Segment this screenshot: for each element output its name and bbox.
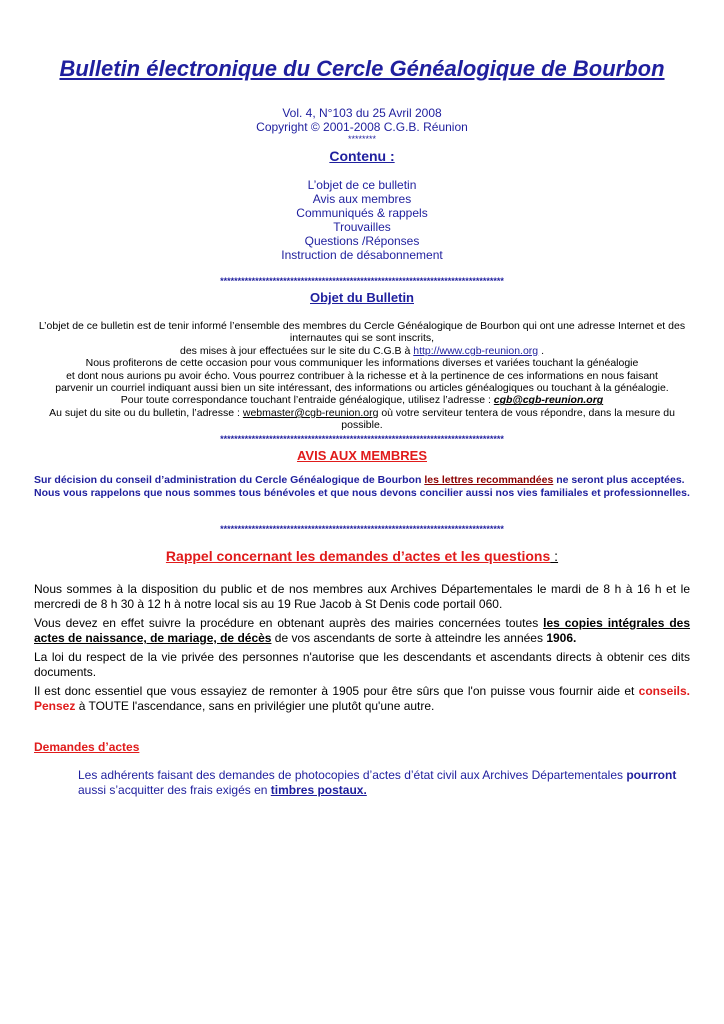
objet-line: Pour toute correspondance touchant l’entraide généalogique, utilisez l’adresse : cgb@cgb-reunion.org — [120, 394, 604, 407]
avis-paragraph — [34, 474, 690, 499]
contents-heading: Contenu : — [329, 148, 395, 164]
avis-line: Nous vous rappelons que nous sommes tous bénévoles et que nous devons concilier aussi nos vies familiales et professionnelles. — [34, 486, 690, 499]
issue-meta — [0, 106, 724, 144]
objet-line: et dont nous aurions pu avoir écho. Vous pourrez contribuer à la richesse et à la pertinence de ces informations en nous faisant — [66, 369, 658, 382]
demandes-heading: Demandes d’actes — [34, 740, 140, 754]
objet-line: parvenir un courriel indiquant aussi bien un site intéressant, des informations ou articles généalogiques ou touchant à la généalogie. — [55, 382, 669, 395]
demandes-paragraph: Les adhérents faisant des demandes de photocopies d’actes d’état civil aux Archives Départementales pourront aussi s’acquitter des frais exigés en timbres postaux. — [78, 768, 677, 797]
rappel-paragraph-3: La loi du respect de la vie privée des personnes n'autorise que les descendants et ascendants directs à obtenir ces dits documents. — [34, 650, 690, 679]
toc-item[interactable]: Communiqués & rappels — [296, 206, 428, 220]
avis-heading: AVIS AUX MEMBRES — [296, 448, 427, 463]
toc-item[interactable]: Avis aux membres — [312, 192, 412, 206]
issue-volume: Vol. 4, N°103 du 25 Avril 2008 — [282, 106, 442, 120]
section-separator: ********************************************************************************* — [220, 434, 504, 444]
objet-line: Au sujet du site ou du bulletin, l’adresse : webmaster@cgb-reunion.org où votre serviteur tentera de vous répondre, dans la mesure du possible. — [49, 406, 675, 432]
rappel-paragraph-4: Il est donc essentiel que vous essayiez de remonter à 1905 pour être sûrs que l'on puisse vous fournir aide et conseils. Pensez à TOUTE l'ascendance, sans en privilégier une plutôt qu'une autre. — [34, 684, 690, 713]
section-separator: ********************************************************************************* — [220, 524, 504, 534]
bulletin-title: Bulletin électronique du Cercle Généalogique de Bourbon — [59, 56, 665, 81]
registered-letters-link[interactable]: les lettres recommandées — [424, 474, 554, 486]
objet-line: Nous profiterons de cette occasion pour vous communiquer les informations diverses et variées touchant la généalogie — [85, 357, 639, 370]
section-separator: ********************************************************************************* — [220, 276, 504, 286]
rappel-heading: Rappel concernant les demandes d’actes et les questions : — [165, 548, 559, 564]
cgb-email-link[interactable]: cgb@cgb-reunion.org — [493, 394, 604, 407]
site-link[interactable]: http://www.cgb-reunion.org — [413, 344, 539, 357]
small-separator: ******** — [347, 134, 377, 144]
toc-item[interactable]: Trouvailles — [333, 220, 391, 234]
copyright-line: Copyright © 2001-2008 C.G.B. Réunion — [256, 120, 468, 134]
rappel-paragraph-2: Vous devez en effet suivre la procédure en obtenant auprès des mairies concernées toutes les copies intégrales des actes de naissance, de mariage, de décès de vos ascendants de sorte à atteindre les années 1906. — [34, 616, 691, 645]
toc-item[interactable]: Questions /Réponses — [304, 234, 420, 248]
toc-item[interactable]: Instruction de désabonnement — [281, 248, 443, 262]
rappel-paragraph-1: Nous sommes à la disposition du public et de nos membres aux Archives Départementales le mardi de 8 h à 16 h et le mercredi de 8 h 30 à 12 h à notre local sis au 19 Rue Jacob à St Denis code portail 060. — [34, 582, 690, 611]
objet-heading: Objet du Bulletin — [310, 290, 414, 305]
objet-line: L’objet de ce bulletin est de tenir informé l’ensemble des membres du Cercle Généalogique de Bourbon qui ont une adresse Internet et des internautes qui se sont inscrits, — [38, 320, 686, 345]
toc-item[interactable]: L’objet de ce bulletin — [307, 178, 417, 192]
table-of-contents — [0, 178, 724, 262]
objet-paragraph — [34, 320, 690, 432]
avis-line: Sur décision du conseil d’administration du Cercle Généalogique de Bourbon les lettres recommandées ne seront plus acceptées. — [34, 474, 685, 486]
webmaster-email-link[interactable]: webmaster@cgb-reunion.org — [242, 406, 379, 419]
objet-line: des mises à jour effectuées sur le site du C.G.B à http://www.cgb-reunion.org . — [179, 344, 544, 357]
